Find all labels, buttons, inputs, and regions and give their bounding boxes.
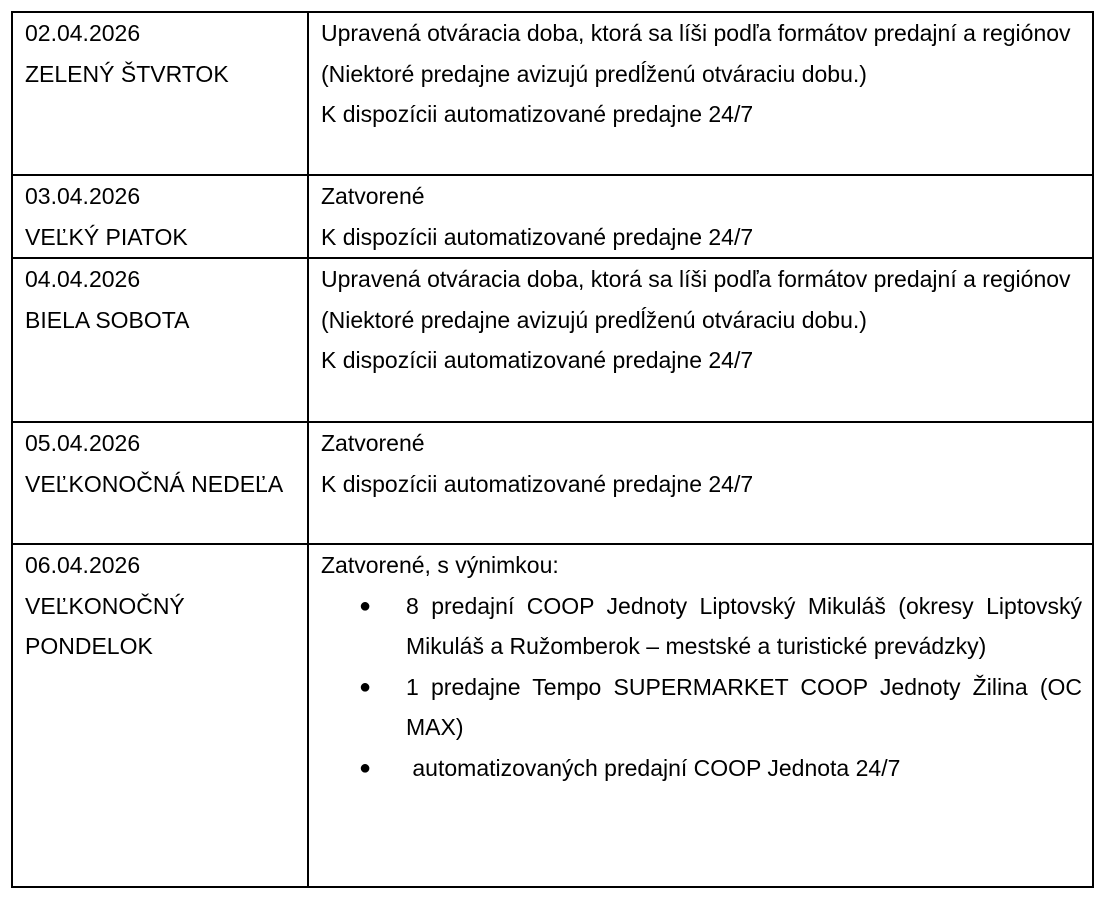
date-text: 05.04.2026 [25, 430, 141, 456]
list-item [359, 667, 1082, 748]
date-cell [12, 422, 308, 544]
holiday-hours-table [11, 11, 1094, 888]
bullet-icon: ● [359, 675, 372, 698]
date-cell [12, 175, 308, 258]
holiday-name: VEĽKÝ PIATOK [25, 223, 188, 250]
bullet-icon: ● [359, 594, 372, 617]
date-text: 04.04.2026 [25, 266, 141, 292]
hours-line: K dispozícii automatizované predajne 24/7 [321, 101, 754, 127]
list-item [359, 748, 1082, 789]
holiday-name: VEĽKONOČNÝ PONDELOK [25, 592, 185, 659]
date-text: 06.04.2026 [25, 552, 141, 578]
hours-line: K dispozícii automatizované predajne 24/7 [321, 347, 754, 373]
hours-cell [308, 258, 1093, 422]
hours-line: K dispozícii automatizované predajne 24/7 [321, 223, 754, 250]
list-item-text: 8 predajní COOP Jednoty Liptovský Mikuláš (okresy Liptovský Mikuláš a Ružomberok – mestské a turistické prevádzky) [406, 592, 1082, 659]
hours-line: Upravená otváracia doba, ktorá sa líši podľa formátov predajní a regiónov [321, 266, 1071, 292]
holiday-name: ZELENÝ ŠTVRTOK [25, 60, 229, 87]
list-item-text: 1 predajne Tempo SUPERMARKET COOP Jednoty Žilina (OC MAX) [406, 673, 1082, 740]
date-cell [12, 12, 308, 175]
hours-cell [308, 175, 1093, 258]
hours-line: K dispozícii automatizované predajne 24/7 [321, 470, 754, 497]
date-text: 02.04.2026 [25, 20, 141, 46]
table-row [12, 544, 1093, 887]
hours-line: Zatvorené [321, 183, 425, 209]
list-item [359, 586, 1082, 667]
table-row [12, 175, 1093, 258]
hours-line: Upravená otváracia doba, ktorá sa líši podľa formátov predajní a regiónov [321, 20, 1071, 46]
hours-line: Zatvorené [321, 430, 425, 456]
table-row [12, 422, 1093, 544]
hours-cell [308, 544, 1093, 887]
bullet-icon: ● [359, 756, 372, 779]
date-cell [12, 258, 308, 422]
list-item-text: automatizovaných predajní COOP Jednota 24/7 [406, 754, 901, 781]
exceptions-list [321, 586, 1082, 789]
date-text: 03.04.2026 [25, 183, 141, 209]
date-cell [12, 544, 308, 887]
table-row [12, 12, 1093, 175]
table-row [12, 258, 1093, 422]
holiday-name: BIELA SOBOTA [25, 306, 190, 333]
hours-cell [308, 12, 1093, 175]
holiday-name: VEĽKONOČNÁ NEDEĽA [25, 470, 284, 497]
hours-line: (Niektoré predajne avizujú predĺženú otváraciu dobu.) [321, 306, 867, 333]
hours-line: (Niektoré predajne avizujú predĺženú otváraciu dobu.) [321, 60, 867, 87]
hours-cell [308, 422, 1093, 544]
hours-line: Zatvorené, s výnimkou: [321, 552, 559, 578]
